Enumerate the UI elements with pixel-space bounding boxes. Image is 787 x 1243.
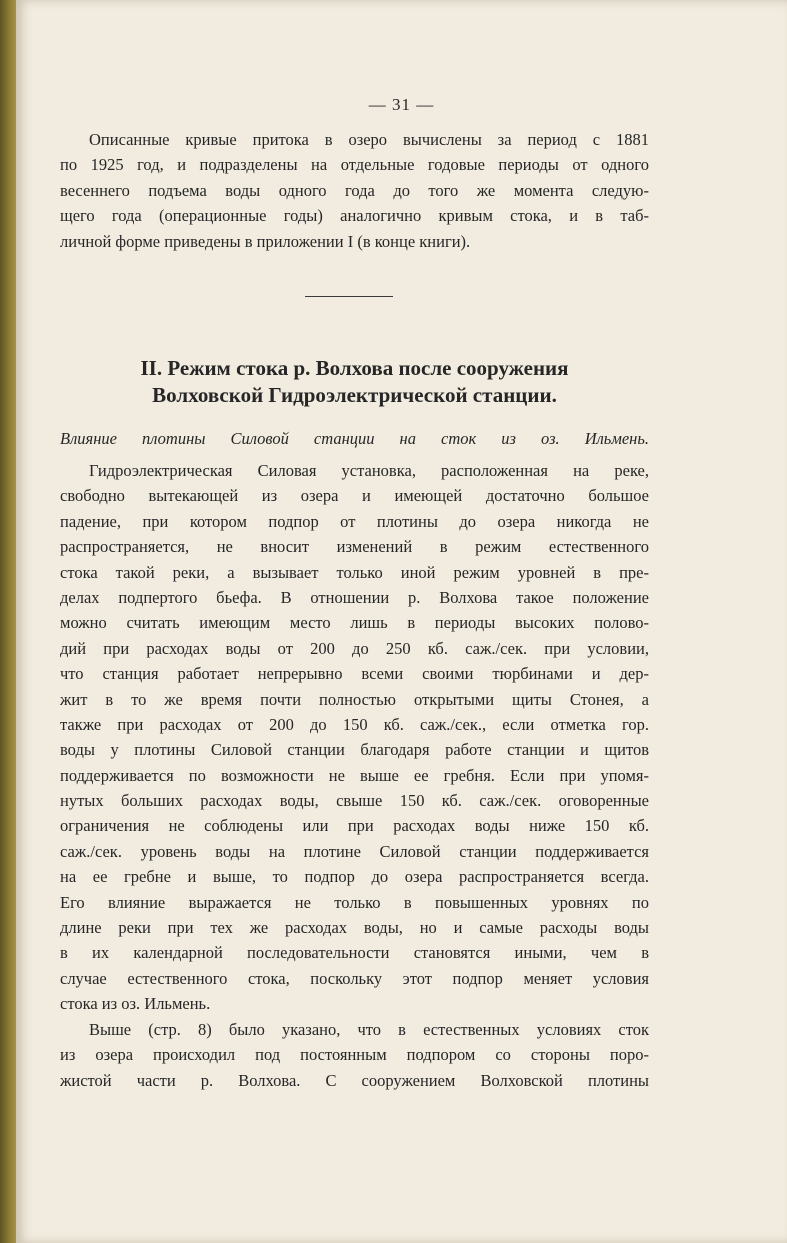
text-line: личной форме приведены в приложении I (в конце книги). <box>60 231 471 251</box>
text-line: стока такой реки, а вызывает только иной режим уровней в пре- <box>60 562 649 582</box>
text-line: ограничения не соблюдены или при расходах воды ниже 150 кб. <box>60 816 649 836</box>
text-line: делах подпертого бьефа. В отношении р. Волхова такое положение <box>60 587 649 607</box>
text-line: воды у плотины Силовой станции благодаря работе станции и щитов <box>60 740 649 760</box>
text-line: щего года (операционные годы) аналогично кривым стока, и в таб- <box>60 206 649 226</box>
text-line: в их календарной последовательности становятся иными, чем в <box>60 943 649 963</box>
text-line: длине реки при тех же расходах воды, но и самые расходы воды <box>60 918 649 938</box>
text-line: свободно вытекающей из озера и имеющей достаточно большое <box>60 486 649 506</box>
text-line: можно считать имеющим место лишь в периоды высоких полово- <box>60 613 649 633</box>
text-line: Его влияние выражается не только в повышенных уровнях по <box>60 892 649 912</box>
section-title-line: II. Режим стока р. Волхова после сооружения <box>140 356 569 380</box>
text-line: по 1925 год, и подразделены на отдельные годовые периоды от одного <box>60 155 649 175</box>
text-line: Гидроэлектрическая Силовая установка, расположенная на реке, <box>89 461 649 480</box>
text-line: жит в то же время почти полностью открытыми щиты Стонея, а <box>60 689 649 709</box>
paragraph-1 <box>60 458 649 1017</box>
text-line: падение, при котором подпор от плотины до озера никогда не <box>60 511 649 531</box>
text-line: поддерживается по возможности не выше ее гребня. Если при упомя- <box>60 765 649 785</box>
section-divider <box>305 296 393 297</box>
text-line: что станция работает непрерывно всеми своими тюрбинами и дер- <box>60 664 649 684</box>
intro-paragraph <box>60 127 649 254</box>
book-spine <box>0 0 16 1243</box>
section-title <box>60 355 649 409</box>
text-line: из озера происходил под постоянным подпором со стороны поро- <box>60 1045 649 1065</box>
subsection-title: Влияние плотины Силовой станции на сток из оз. Ильмень. <box>60 429 649 448</box>
text-line: случае естественного стока, поскольку этот подпор меняет условия <box>60 968 649 988</box>
text-line: нутых больших расходах воды, свыше 150 кб. саж./сек. оговоренные <box>60 791 649 811</box>
text-line: Описанные кривые притока в озеро вычислены за период с 1881 <box>89 130 649 149</box>
text-line: стока из оз. Ильмень. <box>60 994 211 1014</box>
text-line: также при расходах от 200 до 150 кб. саж./сек., если отметка гор. <box>60 714 649 734</box>
text-line: Выше (стр. 8) было указано, что в естественных условиях сток <box>89 1020 649 1039</box>
paragraph-2 <box>60 1017 649 1093</box>
text-line: на ее гребне и выше, то подпор до озера распространяется всегда. <box>60 867 649 887</box>
text-line: саж./сек. уровень воды на плотине Силовой станции поддерживается <box>60 841 649 861</box>
page-number: — 31 — <box>368 95 435 114</box>
text-line: дий при расходах воды от 200 до 250 кб. саж./сек. при условии, <box>60 638 649 658</box>
text-line: весеннего подъема воды одного года до того же момента следую- <box>60 180 649 200</box>
document-page <box>16 0 787 1243</box>
text-line: жистой части р. Волхова. С сооружением Волховской плотины <box>60 1070 649 1090</box>
section-title-line: Волховской Гидроэлектрической станции. <box>152 383 557 407</box>
text-line: распространяется, не вносит изменений в режим естественного <box>60 537 649 557</box>
